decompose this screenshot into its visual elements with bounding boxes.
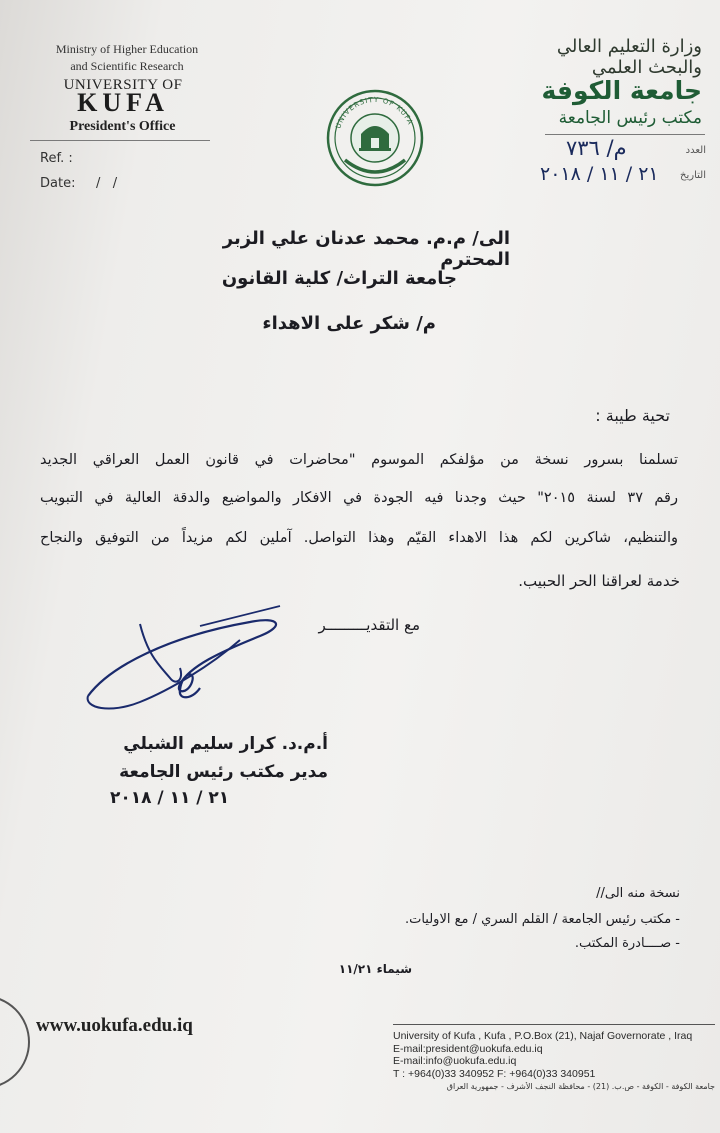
date-slashes: / / — [96, 176, 118, 191]
ar-number-value: م/ ٧٣٦ — [566, 136, 627, 160]
body-line-1: تسلمنا بسرور نسخة من مؤلفكم الموسوم "محاضرات في قانون العمل العراقي الجديد — [40, 452, 678, 468]
signed-date: ٢١ / ١١ / ٢٠١٨ — [110, 788, 230, 808]
en-ministry-line1: Ministry of Higher Education — [55, 42, 199, 56]
copies-heading: نسخة منه الى// — [596, 886, 680, 901]
handwritten-signature — [80, 596, 300, 726]
en-office: President's Office — [69, 119, 176, 134]
recipient: الى/ م.م. محمد عدنان علي الزبر المحترم — [222, 228, 510, 270]
typist-initials: شيماء ١١/٢١ — [338, 962, 412, 976]
ar-header-rule — [545, 134, 705, 135]
ar-university: جامعة الكوفة — [541, 76, 702, 105]
footer-email-info: E-mail:info@uokufa.edu.iq — [393, 1055, 517, 1067]
footer-phone: T : +964(0)33 340952 F: +964(0)33 340951 — [393, 1067, 596, 1080]
signer-title: مدير مكتب رئيس الجامعة — [119, 762, 328, 782]
footer-address: University of Kufa , Kufa , P.O.Box (21), Najaf Governorate , Iraq — [393, 1030, 693, 1042]
signer-name: أ.م.د. كرار سليم الشبلي — [123, 734, 328, 754]
seal-text: UNIVERSITY OF KUFA — [334, 95, 415, 130]
date-label: Date: — [40, 176, 76, 191]
ref-label: Ref. : — [40, 151, 73, 166]
body-line-2: رقم ٣٧ لسنة ٢٠١٥" حيث وجدنا فيه الجودة في الافكار والمواضيع والدقة العالية في التبويب — [40, 490, 678, 506]
ar-number-label: العدد — [685, 145, 706, 156]
footer-contact — [393, 1030, 715, 1080]
en-letterhead — [42, 41, 212, 75]
ar-date-value: ٢١ / ١١ / ٢٠١٨ — [540, 163, 659, 185]
en-header-rule — [30, 140, 210, 141]
footer-email-president: E-mail:president@uokufa.edu.iq — [393, 1042, 543, 1055]
en-university-line2: KUFA — [77, 88, 169, 117]
closing: مع التقديـــــــــر — [318, 616, 420, 634]
ar-letterhead — [512, 36, 702, 78]
en-university-line1: UNIVERSITY OF — [63, 77, 183, 93]
subject: م/ شكر على الاهداء — [262, 313, 436, 334]
body-line-3: والتنظيم، شاكرين لكم هذا الاهداء القيّم وهذا التواصل. آملين لكم مزيداً من التوفيق والنجاح — [40, 530, 678, 546]
greeting: تحية طيبة : — [595, 406, 670, 425]
en-ministry-line2: and Scientific Research — [70, 59, 184, 73]
footer-ar-address: جامعة الكوفة - الكوفة - ص.ب. (21) - محافظة النجف الأشرف - جمهورية العراق — [446, 1082, 715, 1091]
ar-office: مكتب رئيس الجامعة — [558, 108, 702, 128]
footer-rule — [393, 1024, 715, 1025]
institution: جامعة التراث/ كلية القانون — [221, 268, 457, 289]
ar-ministry-line1: وزارة التعليم العالي — [556, 36, 702, 57]
body-line-4: خدمة لعراقنا الحر الحبيب. — [518, 572, 680, 590]
ar-date-label: التاريخ — [680, 170, 706, 181]
footer-website: www.uokufa.edu.iq — [36, 1015, 193, 1036]
copies-item-2: - صــــادرة المكتب. — [574, 936, 680, 951]
ar-ministry-line2: والبحث العلمي — [591, 57, 702, 78]
university-seal — [325, 88, 425, 188]
footer-circle-decoration — [0, 995, 30, 1089]
copies-item-1: - مكتب رئيس الجامعة / القلم السري / مع الاوليات. — [404, 912, 680, 927]
